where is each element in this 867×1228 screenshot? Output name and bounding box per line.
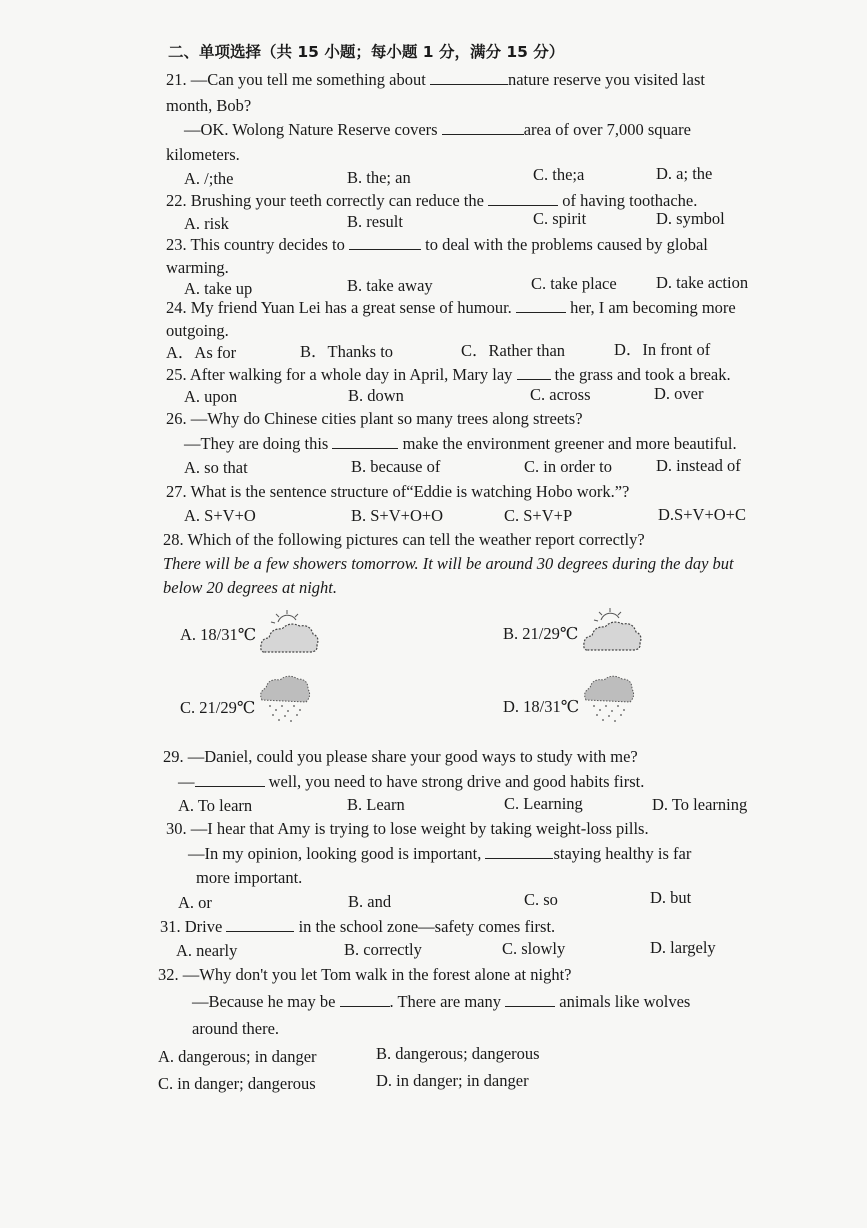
q24-option-a[interactable]: A．As for [166,343,237,362]
q21-line1: 21. —Can you tell me something about nature reserve you visited last [166,70,705,89]
q30-option-b[interactable]: B. and [348,892,392,911]
q26-option-d[interactable]: D. instead of [656,456,741,475]
answer-blank[interactable] [332,433,398,449]
q31-option-d[interactable]: D. largely [650,938,716,957]
q29-line2: — well, you need to have strong drive and good habits first. [178,772,645,791]
answer-blank[interactable] [430,69,508,85]
q25-line1: 25. After walking for a whole day in April, Mary lay the grass and took a break. [166,365,731,384]
q27-option-b[interactable]: B. S+V+O+O [351,506,444,525]
q22-line1: 22. Brushing your teeth correctly can reduce the of having toothache. [166,191,698,210]
answer-blank[interactable] [488,190,558,206]
q32-option-c[interactable]: C. in danger; dangerous [158,1074,316,1093]
q27-option-a[interactable]: A. S+V+O [184,506,256,525]
q31-option-b[interactable]: B. correctly [344,940,422,959]
q32-line1: 32. —Why don't you let Tom walk in the forest alone at night? [158,965,572,984]
q28-option-c[interactable]: C. 21/29℃ [180,698,256,717]
section-title: 二、单项选择（共 15 小题；每小题 1 分，满分 15 分） [168,43,565,61]
q26-option-b[interactable]: B. because of [351,457,441,476]
q30-option-c[interactable]: C. so [524,890,558,909]
q29-option-a[interactable]: A. To learn [178,796,253,815]
q26-line2: —They are doing this make the environment greener and more beautiful. [184,434,737,453]
sun-cloud-icon [258,608,320,660]
q27-option-d[interactable]: D.S+V+O+C [658,505,746,524]
q22-option-b[interactable]: B. result [347,212,403,231]
q30-option-d[interactable]: D. but [650,888,692,907]
q31-line1: 31. Drive in the school zone—safety comes first. [160,917,556,936]
q25-option-c[interactable]: C. across [530,385,591,404]
q23-option-c[interactable]: C. take place [531,274,617,293]
q23-line1: 23. This country decides to to deal with the problems caused by global [166,235,708,254]
q28-line1: 28. Which of the following pictures can tell the weather report correctly? [163,530,645,549]
q26-option-a[interactable]: A. so that [184,458,248,477]
q21-option-a[interactable]: A. /;the [184,169,234,188]
q27-option-c[interactable]: C. S+V+P [504,506,573,525]
answer-blank[interactable] [517,364,551,380]
q30-option-a[interactable]: A. or [178,893,212,912]
q25-option-b[interactable]: B. down [348,386,404,405]
q21-option-d[interactable]: D. a; the [656,164,713,183]
answer-blank[interactable] [485,843,553,859]
q24-option-c[interactable]: C．Rather than [461,341,566,360]
q23-line2: warming. [166,258,229,277]
q22-option-a[interactable]: A. risk [184,214,229,233]
q23-option-b[interactable]: B. take away [347,276,433,295]
answer-blank[interactable] [340,991,390,1007]
q21-line2: month, Bob? [166,96,252,115]
q25-option-a[interactable]: A. upon [184,387,238,406]
q29-line1: 29. —Daniel, could you please share your good ways to study with me? [163,747,638,766]
q23-option-d[interactable]: D. take action [656,273,749,292]
q27-line1: 27. What is the sentence structure of“Eddie is watching Hobo work.”? [166,482,630,501]
q24-option-d[interactable]: D．In front of [614,340,711,359]
q30-line2: —In my opinion, looking good is important, staying healthy is far [188,844,692,863]
q32-line3: around there. [192,1019,280,1038]
q29-option-b[interactable]: B. Learn [347,795,405,814]
q28-report-line1: There will be a few showers tomorrow. It will be around 30 degrees during the day but [163,554,734,573]
answer-blank[interactable] [442,119,524,135]
q30-line3: more important. [196,868,303,887]
answer-blank[interactable] [349,234,421,250]
q24-option-b[interactable]: B．Thanks to [300,342,394,361]
q32-line2: —Because he may be . There are many animals like wolves [192,992,691,1011]
q24-line2: outgoing. [166,321,229,340]
q24-line1: 24. My friend Yuan Lei has a great sense of humour. her, I am becoming more [166,298,736,317]
q28-report-line2: below 20 degrees at night. [163,578,337,597]
q32-option-d[interactable]: D. in danger; in danger [376,1071,529,1090]
q29-option-c[interactable]: C. Learning [504,794,583,813]
rain-cloud-icon [580,672,636,726]
q26-line1: 26. —Why do Chinese cities plant so many trees along streets? [166,409,583,428]
q21-option-c[interactable]: C. the;a [533,165,585,184]
answer-blank[interactable] [195,771,265,787]
q22-option-c[interactable]: C. spirit [533,209,587,228]
answer-blank[interactable] [505,991,555,1007]
q26-option-c[interactable]: C. in order to [524,457,612,476]
q28-option-d[interactable]: D. 18/31℃ [503,697,580,716]
q32-option-b[interactable]: B. dangerous; dangerous [376,1044,540,1063]
q31-option-a[interactable]: A. nearly [176,941,238,960]
q21-option-b[interactable]: B. the; an [347,168,411,187]
q29-option-d[interactable]: D. To learning [652,795,748,814]
sun-cloud-icon [581,606,643,658]
q32-option-a[interactable]: A. dangerous; in danger [158,1047,317,1066]
q22-option-d[interactable]: D. symbol [656,209,725,228]
q21-line4: kilometers. [166,145,240,164]
q30-line1: 30. —I hear that Amy is trying to lose weight by taking weight-loss pills. [166,819,649,838]
q31-option-c[interactable]: C. slowly [502,939,566,958]
q28-option-b[interactable]: B. 21/29℃ [503,624,579,643]
rain-cloud-icon [256,672,312,726]
q23-option-a[interactable]: A. take up [184,279,253,298]
answer-blank[interactable] [226,916,294,932]
q21-line3: —OK. Wolong Nature Reserve covers area of over 7,000 square [184,120,691,139]
answer-blank[interactable] [516,297,566,313]
q25-option-d[interactable]: D. over [654,384,704,403]
q28-option-a[interactable]: A. 18/31℃ [180,625,257,644]
